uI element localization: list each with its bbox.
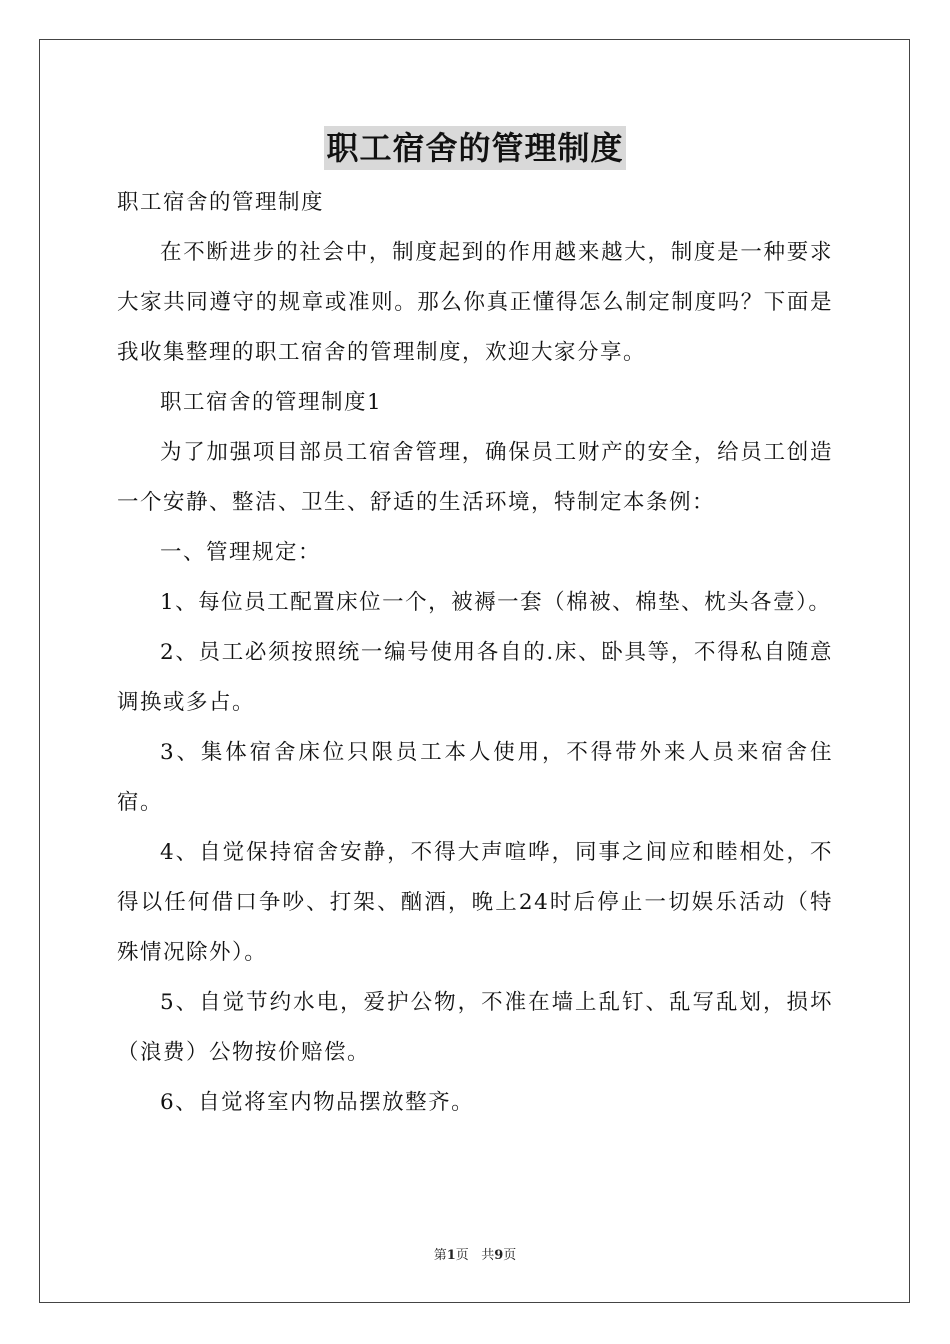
document-body — [117, 178, 833, 1128]
rule-item: 4、自觉保持宿舍安静，不得大声喧哗，同事之间应和睦相处，不得以任何借口争吵、打架、酗酒，晚上24时后停止一切娱乐活动（特殊情况除外）。 — [117, 840, 833, 965]
page-prefix: 第 — [433, 1248, 447, 1263]
total-suffix: 页 — [503, 1248, 517, 1263]
rule-item: 3、集体宿舍床位只限员工本人使用，不得带外来人员来宿舍住宿。 — [117, 740, 833, 815]
page-suffix: 页 — [455, 1248, 469, 1263]
page-number: 1 — [446, 1248, 456, 1263]
paragraph: 职工宿舍的管理制度 — [117, 190, 325, 215]
document-title: 职工宿舍的管理制度 — [324, 126, 625, 170]
paragraph: 在不断进步的社会中，制度起到的作用越来越大，制度是一种要求大家共同遵守的规章或准则。那么你真正懂得怎么制定制度吗？下面是我收集整理的职工宿舍的管理制度，欢迎大家分享。 — [117, 240, 833, 365]
total-pages: 9 — [494, 1248, 504, 1263]
total-prefix: 共 — [481, 1248, 495, 1263]
title-container — [0, 126, 950, 170]
paragraph: 为了加强项目部员工宿舍管理，确保员工财产的安全，给员工创造一个安静、整洁、卫生、舒适的生活环境，特制定本条例： — [117, 440, 833, 515]
rule-item: 1、每位员工配置床位一个，被褥一套（棉被、棉垫、枕头各壹）。 — [160, 590, 832, 615]
subsection-heading: 一、管理规定： — [160, 540, 322, 565]
rule-item: 2、员工必须按照统一编号使用各自的.床、卧具等，不得私自随意调换或多占。 — [117, 640, 833, 715]
page-footer — [0, 1244, 950, 1263]
rule-item: 6、自觉将室内物品摆放整齐。 — [160, 1090, 475, 1115]
section-heading: 职工宿舍的管理制度1 — [160, 390, 383, 415]
rule-item: 5、自觉节约水电，爱护公物，不准在墙上乱钉、乱写乱划，损坏（浪费）公物按价赔偿。 — [117, 990, 833, 1065]
